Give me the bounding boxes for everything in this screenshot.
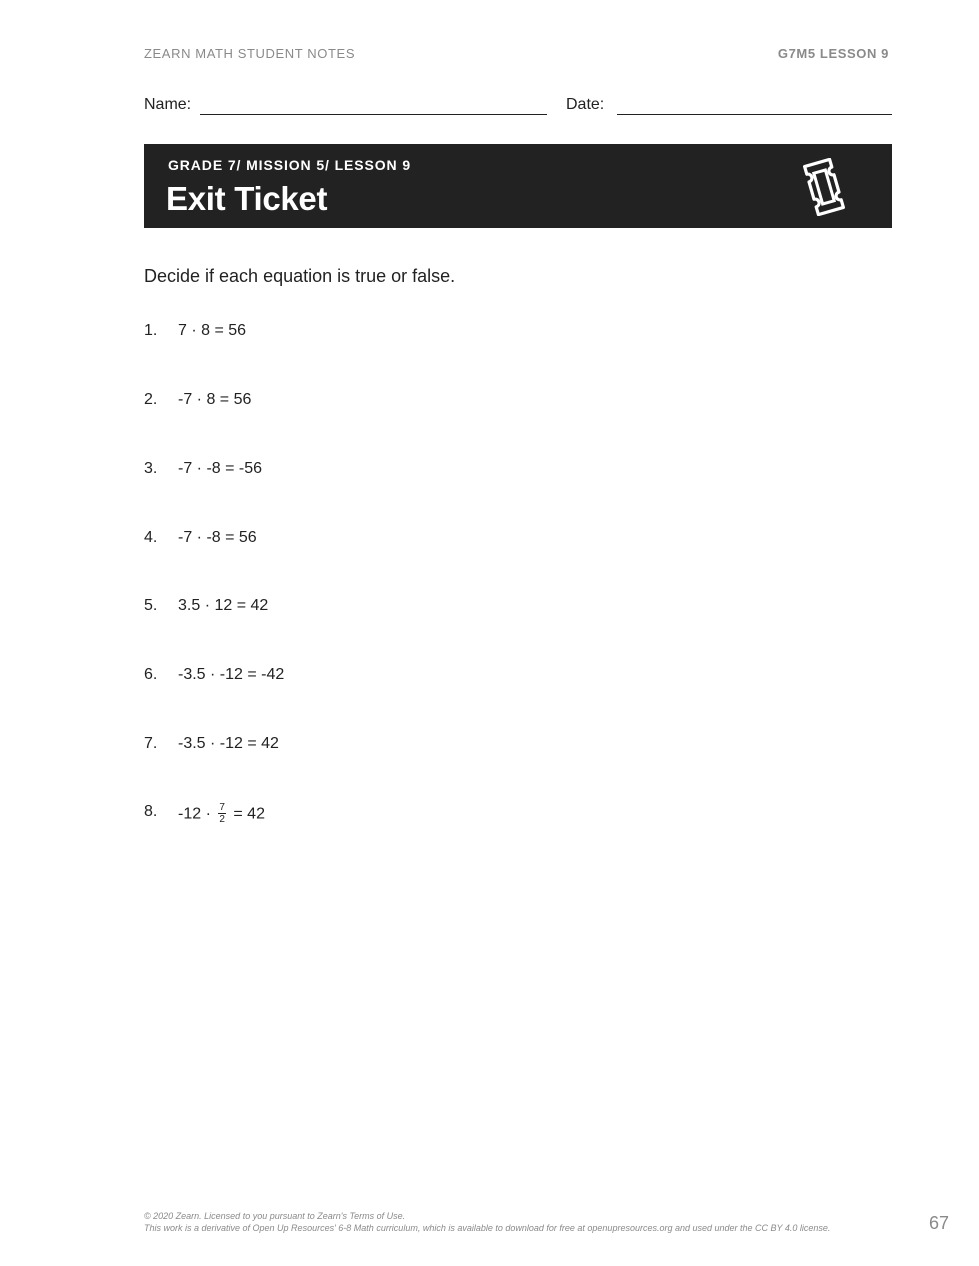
problem-equation: 7 · 8 = 56	[178, 322, 247, 339]
problem-equation: 3.5 · 12 = 42	[178, 597, 269, 614]
footer-attribution: This work is a derivative of Open Up Resources' 6-8 Math curriculum, which is available to download for free at openupresources.org and used under the CC BY 4.0 license.	[144, 1223, 831, 1233]
problem-number: 1.	[144, 322, 158, 339]
equation-suffix: = 42	[233, 805, 265, 823]
problem-number: 2.	[144, 391, 158, 408]
problem-equation: -3.5 · -12 = -42	[178, 666, 285, 683]
date-field-line[interactable]	[617, 114, 892, 115]
ticket-icon	[799, 158, 849, 216]
problem-equation: -7 · -8 = -56	[178, 460, 263, 477]
problem-number: 6.	[144, 666, 158, 683]
footer-copyright: © 2020 Zearn. Licensed to you pursuant to Zearn's Terms of Use.	[144, 1211, 406, 1221]
fraction	[218, 802, 226, 825]
problem-equation: -3.5 · -12 = 42	[178, 735, 279, 752]
problem-equation: -7 · -8 = 56	[178, 529, 257, 546]
header-lesson-label: G7M5 LESSON 9	[777, 46, 889, 61]
banner-subtitle: GRADE 7/ MISSION 5/ LESSON 9	[168, 157, 412, 173]
fraction-numerator: 7	[219, 802, 225, 813]
problem-number: 5.	[144, 597, 158, 614]
exit-ticket-banner	[144, 144, 892, 228]
banner-title: Exit Ticket	[166, 180, 328, 217]
instructions: Decide if each equation is true or false.	[144, 266, 456, 286]
problem-number: 3.	[144, 460, 158, 477]
name-field-line[interactable]	[200, 114, 547, 115]
footer-license	[144, 1210, 830, 1234]
problem-equation: -7 · 8 = 56	[178, 391, 252, 408]
date-label: Date:	[566, 96, 605, 113]
problem-equation	[178, 803, 265, 826]
name-label: Name:	[144, 96, 192, 113]
problem-number: 4.	[144, 529, 158, 546]
page-number: 67	[928, 1213, 949, 1233]
problem-number: 8.	[144, 803, 158, 820]
equation-prefix: -12 ·	[178, 805, 211, 823]
fraction-denominator: 2	[219, 814, 225, 825]
header-notes-label: ZEARN MATH STUDENT NOTES	[144, 46, 356, 61]
problem-number: 7.	[144, 735, 158, 752]
